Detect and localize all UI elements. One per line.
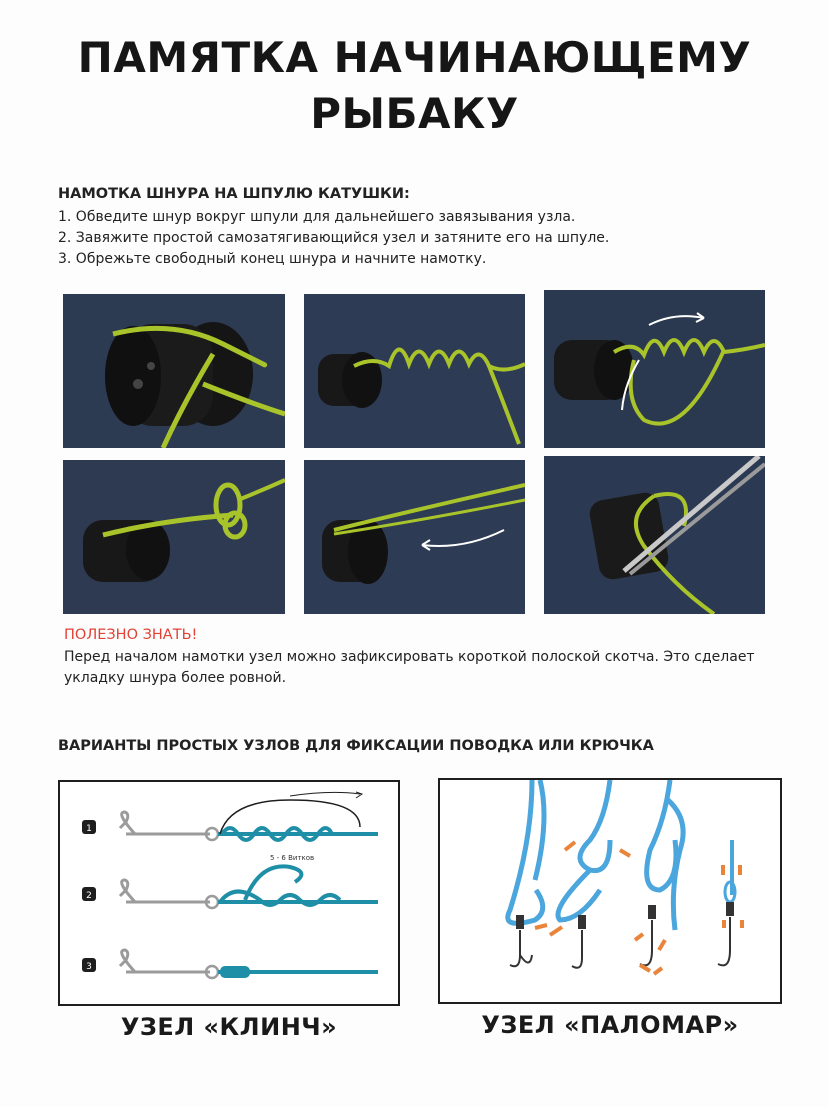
page-title [0, 30, 829, 142]
swivel-icon [648, 905, 656, 919]
swivel-icon [578, 915, 586, 929]
fishing-hook-icon [120, 950, 210, 972]
winding-step-1: 1. Обведите шнур вокруг шпули для дальнейшего завязывания узла. [58, 209, 576, 225]
step-badge-3 [82, 958, 96, 972]
fishing-hook-icon [572, 930, 582, 968]
fishing-hook-icon [640, 920, 652, 965]
tip-heading: ПОЛЕЗНО ЗНАТЬ! [64, 627, 198, 643]
swivel-icon [516, 915, 524, 929]
winding-heading: НАМОТКА ШНУРА НА ШПУЛЮ КАТУШКИ: [58, 186, 410, 202]
fishing-hook-icon [120, 880, 210, 902]
palomar-knot-diagram [440, 780, 780, 1002]
swivel-icon [726, 902, 734, 916]
turns-label: 5 - 6 Витков [270, 854, 315, 862]
clinch-knot-diagram [60, 782, 398, 1004]
title-line-1: ПАМЯТКА НАЧИНАЮЩЕМУ [77, 33, 752, 82]
knots-heading: ВАРИАНТЫ ПРОСТЫХ УЗЛОВ ДЛЯ ФИКСАЦИИ ПОВОДКА ИЛИ КРЮЧКА [58, 738, 654, 754]
winding-step-3: 3. Обрежьте свободный конец шнура и начните намотку. [58, 251, 487, 267]
step-number-2: 2 [86, 891, 92, 901]
step-number-1: 1 [86, 824, 92, 834]
tip-body: Перед началом намотки узел можно зафиксировать короткой полоской скотча. Это сделает укладку шнура более ровной. [64, 649, 755, 686]
step-badge-1 [82, 820, 96, 834]
winding-photo-4 [63, 460, 285, 614]
winding-photo-2 [304, 294, 525, 448]
step-badge-2 [82, 887, 96, 901]
step-number-3: 3 [86, 962, 92, 972]
reel-spool-icon [63, 294, 285, 448]
winding-photo-6 [544, 456, 765, 614]
fishing-hook-icon [120, 812, 210, 834]
winding-photo-5 [304, 460, 525, 614]
palomar-knot-name: УЗЕЛ «ПАЛОМАР» [481, 1011, 739, 1039]
reel-spool-icon [304, 294, 525, 448]
fishing-hook-icon [510, 930, 532, 966]
palomar-knot-panel [438, 778, 782, 1004]
reel-spool-icon [544, 290, 765, 448]
clinch-knot-panel [58, 780, 400, 1006]
winding-steps [58, 207, 609, 270]
title-line-2: РЫБАКУ [310, 89, 519, 138]
reel-spool-icon [304, 460, 525, 614]
reel-spool-icon [63, 460, 285, 614]
winding-photo-3 [544, 290, 765, 448]
winding-step-2: 2. Завяжите простой самозатягивающийся узел и затяните его на шпуле. [58, 230, 610, 246]
clinch-knot-name: УЗЕЛ «КЛИНЧ» [120, 1013, 338, 1041]
reel-spool-icon [544, 456, 765, 614]
winding-photo-1 [63, 294, 285, 448]
